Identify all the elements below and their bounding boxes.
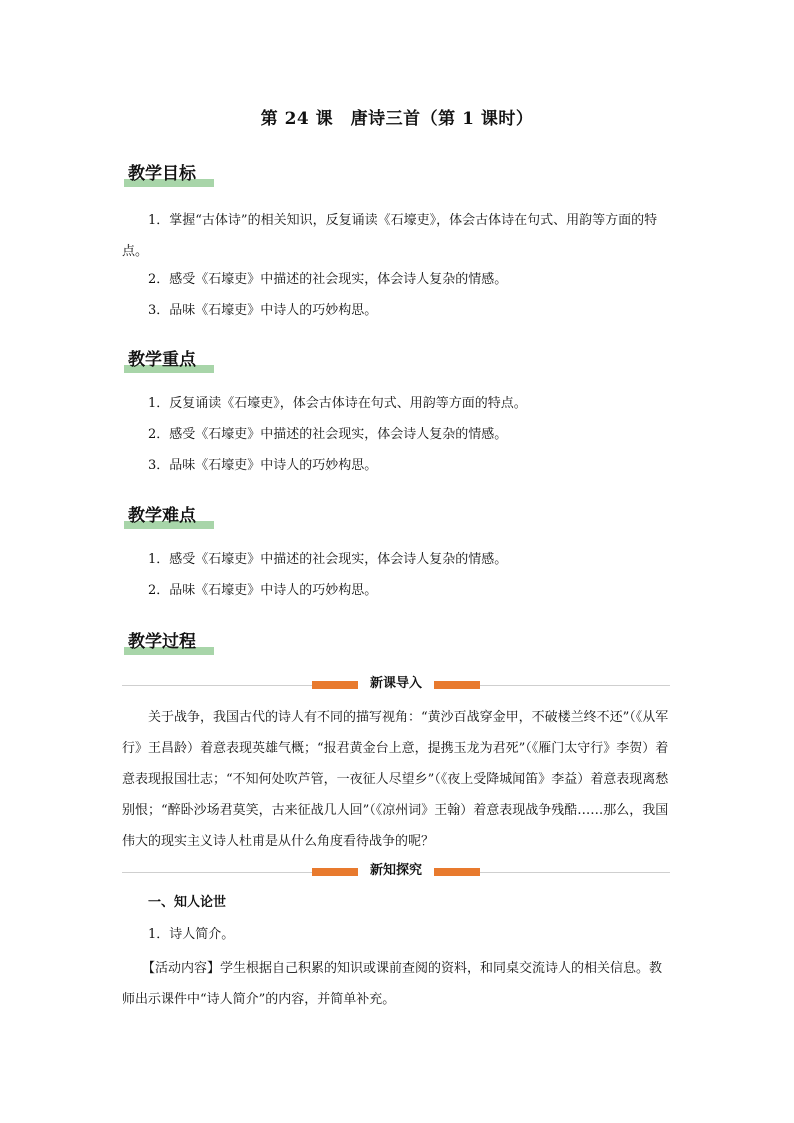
page-title: 第 24 课 唐诗三首（第 1 课时）: [260, 109, 534, 129]
key-point-2: 2．感受《石壕吏》中描述的社会现实，体会诗人复杂的情感。: [148, 427, 508, 442]
section-heading-key-points: 教学重点: [128, 346, 196, 376]
goal-item-3: 3．品味《石壕吏》中诗人的巧妙构思。: [148, 303, 378, 318]
difficulty-2: 2．品味《石壕吏》中诗人的巧妙构思。: [148, 583, 378, 598]
divider-label-explore: 新知探究: [358, 861, 434, 881]
activity-text: 学生根据自己积累的知识或课前查阅的资料，和同桌交流诗人的相关信息。教师出示课件中“诗人简介”的内容，并简单补充。: [122, 961, 663, 1007]
key-point-1: 1．反复诵读《石壕吏》，体会古体诗在句式、用韵等方面的特点。: [148, 396, 527, 411]
divider-intro: [122, 676, 670, 691]
difficulty-1: 1．感受《石壕吏》中描述的社会现实，体会诗人复杂的情感。: [148, 552, 508, 567]
divider-explore: [122, 863, 670, 878]
section-heading-process: 教学过程: [128, 628, 196, 658]
intro-paragraph: 关于战争，我国古代的诗人有不同的描写视角：“黄沙百战穿金甲，不破楼兰终不还”（《从军行》王昌龄）着意表现英雄气概；“报君黄金台上意，提携玉龙为君死”（《雁门太守行》李贺）着意表现报国壮志；“不知何处吹芦管，一夜征人尽望乡”（《夜上受降城闻笛》李益）着意表现离愁别恨；“醉卧沙场君莫笑，古来征战几人回”（《凉州词》王翰）着意表现战争残酷……那么，我国伟大的现实主义诗人杜甫是从什么角度看待战争的呢？: [122, 710, 669, 849]
section-heading-goals: 教学目标: [128, 160, 196, 190]
goal-item-2: 2．感受《石壕吏》中描述的社会现实，体会诗人复杂的情感。: [148, 272, 508, 287]
section-heading-difficulties: 教学难点: [128, 502, 196, 532]
part-heading: 一、知人论世: [148, 895, 227, 910]
activity-tag: 【活动内容】: [142, 961, 221, 976]
divider-label-intro: 新课导入: [358, 674, 434, 694]
activity-paragraph: [122, 953, 674, 1015]
sub-item: 1．诗人简介。: [148, 927, 235, 942]
goal-item-1: 1．掌握“古体诗”的相关知识，反复诵读《石壕吏》，体会古体诗在句式、用韵等方面的特点。: [122, 213, 658, 259]
key-point-3: 3．品味《石壕吏》中诗人的巧妙构思。: [148, 458, 378, 473]
